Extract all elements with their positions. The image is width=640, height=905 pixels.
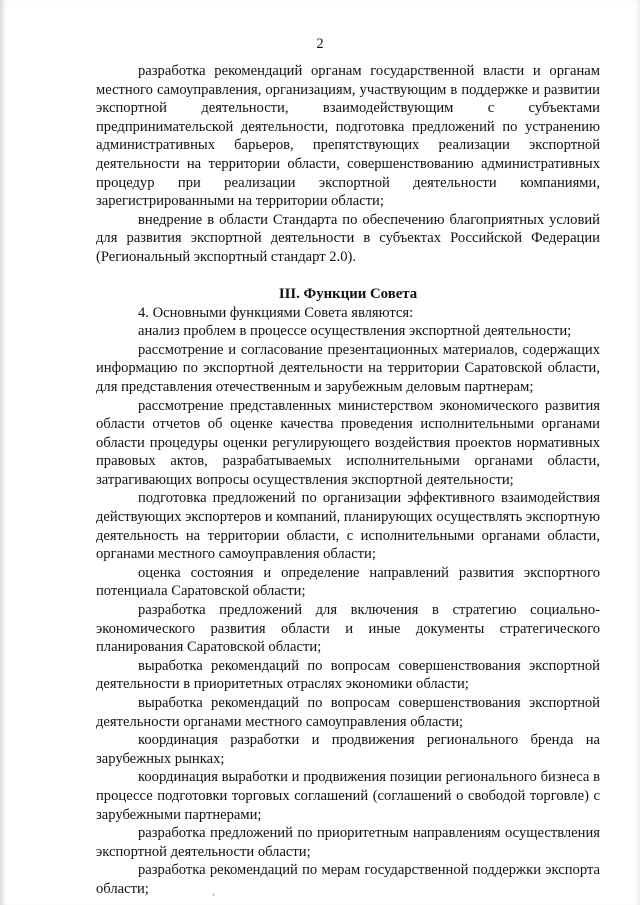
list-item: разработка предложений по приоритетным направлениям осуществления экспортной деятельности области; xyxy=(96,825,600,860)
paragraph: разработка рекомендаций органам государственной власти и органам местного самоуправления, организациям, участвующим в поддержке и развитии экспортной деятельности, взаимодействующим с субъектами предпринимательской деятельности, подготовка предложений по устранению административных барьеров, препятствующих реализации экспортной деятельности на территории области, совершенствованию административных процедур при реализации экспортной деятельности компаниями, зарегистрированными на территории области; xyxy=(96,63,600,210)
list-item: подготовка предложений по организации эффективного взаимодействия действующих экспортеров и компаний, планирующих осуществлять экспортную деятельность на территории области, с исполнительными органами области, органами местного самоуправления области; xyxy=(96,490,600,563)
document-body xyxy=(96,62,600,899)
paragraph: внедрение в области Стандарта по обеспечению благоприятных условий для развития экспортной деятельности в субъектах Российской Федерации (Региональный экспортный стандарт 2.0). xyxy=(96,211,600,265)
paragraph: 4. Основными функциями Совета являются: xyxy=(138,304,414,321)
scan-artifact xyxy=(212,893,215,896)
list-item: рассмотрение и согласование презентационных материалов, содержащих информацию по экспортной деятельности на территории Саратовской области, для представления отечественным и зарубежным деловым партнерам; xyxy=(96,341,600,395)
page-number: 2 xyxy=(316,36,324,52)
list-item: разработка рекомендаций по мерам государственной поддержки экспорта области; xyxy=(96,862,600,897)
list-item: анализ проблем в процессе осуществления экспортной деятельности; xyxy=(138,323,572,340)
list-item: разработка предложений для включения в стратегию социально-экономического развития области и иные документы стратегического планирования Саратовской области; xyxy=(96,602,600,656)
list-item: выработка рекомендаций по вопросам совершенствования экспортной деятельности органами местного самоуправления области; xyxy=(96,695,600,730)
list-item: выработка рекомендаций по вопросам совершенствования экспортной деятельности в приоритетных отраслях экономики области; xyxy=(96,657,600,693)
section-heading: III. Функции Совета xyxy=(278,285,418,302)
list-item: координация разработки и продвижения регионального бренда на зарубежных рынках; xyxy=(96,732,600,767)
section-spacer xyxy=(96,267,600,285)
list-item: координация выработки и продвижения позиции регионального бизнеса в процессе подготовки торговых соглашений (соглашений о свободой торговле) с зарубежными партнерами; xyxy=(96,769,600,823)
list-item: оценка состояния и определение направлений развития экспортного потенциала Саратовской области; xyxy=(96,564,600,600)
list-item: рассмотрение представленных министерством экономического развития области отчетов об оценке качества проведения исполнительными органами области процедуры оценки регулирующего воздействия проектов нормативных правовых актов, разрабатываемых исполнительными органами области, затрагивающих вопросы осуществления экспортной деятельности; xyxy=(96,397,600,488)
